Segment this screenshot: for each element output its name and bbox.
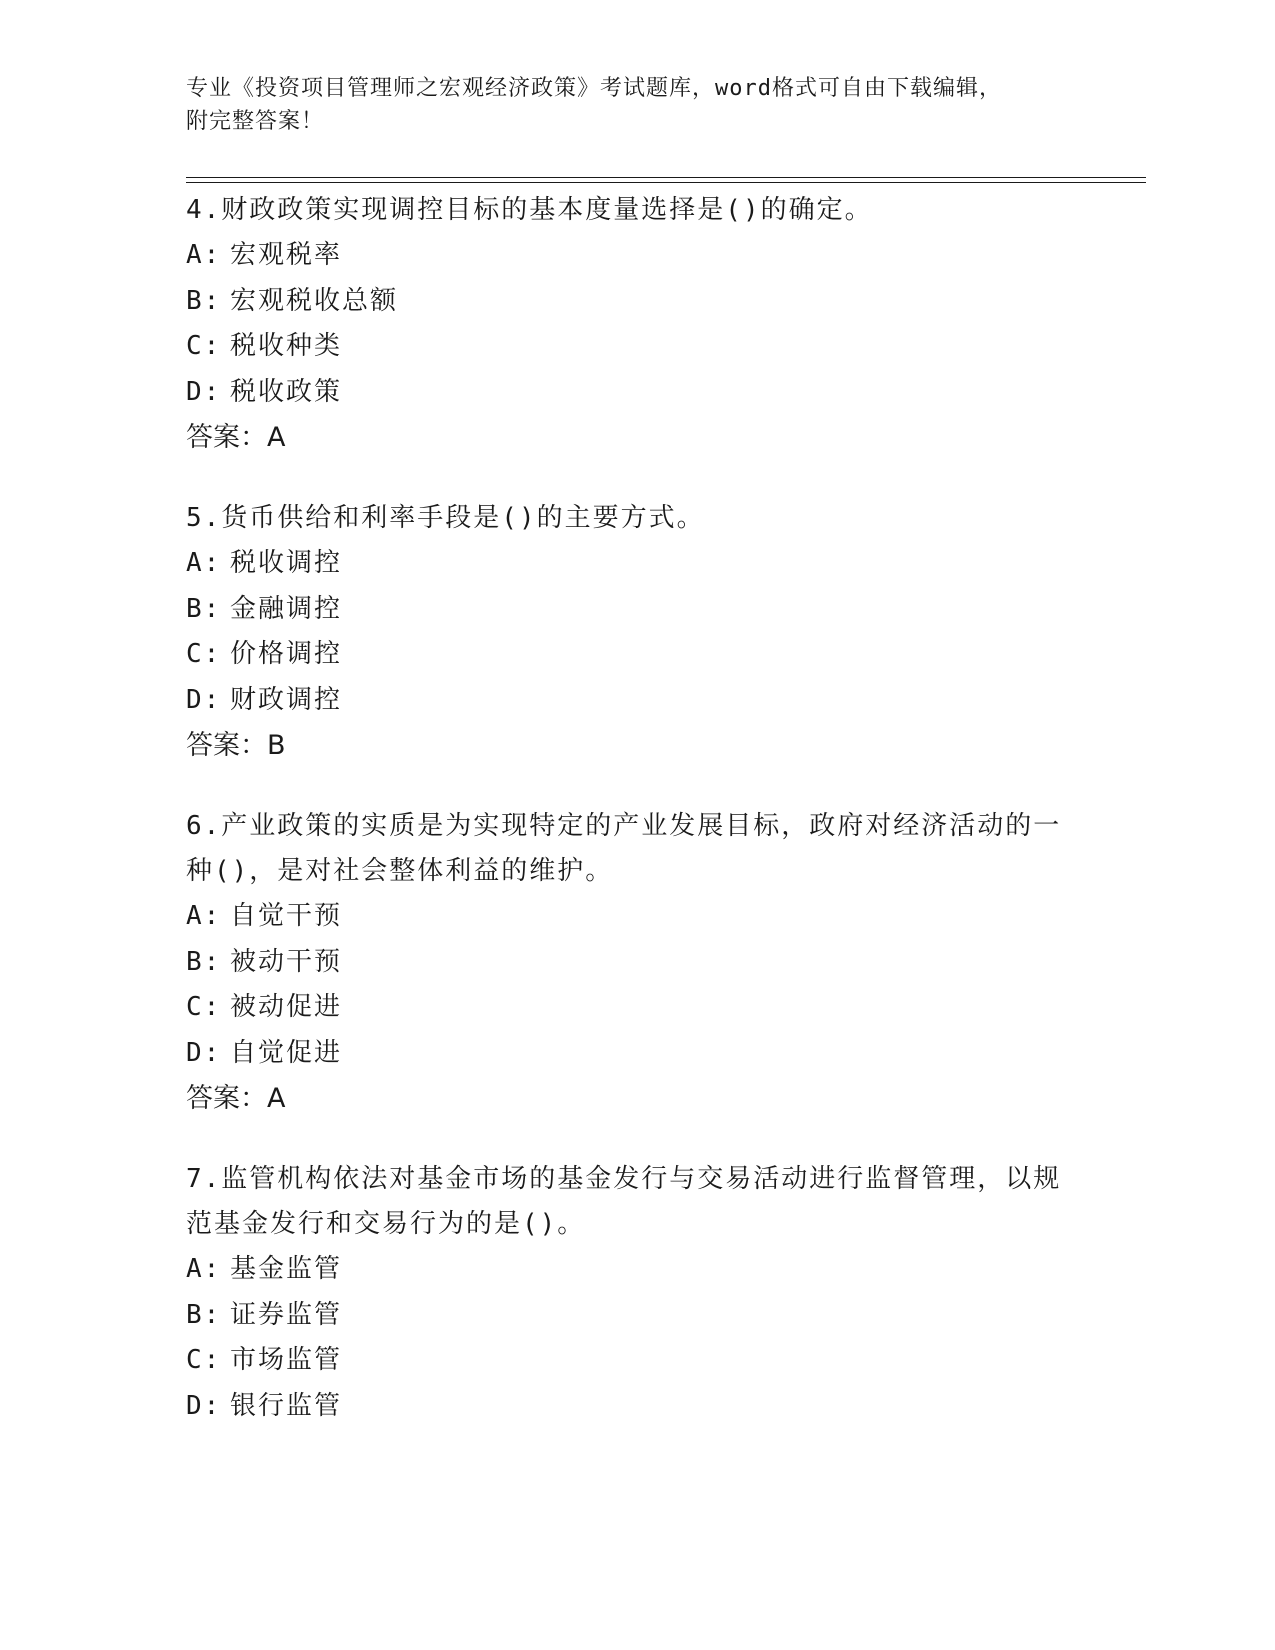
option-key: B: — [186, 1299, 222, 1330]
option-d — [186, 678, 1066, 724]
option-key: A: — [186, 901, 222, 931]
option-key: C: — [186, 992, 222, 1022]
option-key: C: — [186, 639, 222, 669]
document-header — [186, 72, 1066, 138]
option-text: 宏观税率 — [230, 240, 343, 270]
option-b — [186, 1293, 1066, 1339]
option-b — [186, 940, 1066, 986]
option-text: 被动干预 — [230, 946, 343, 977]
header-line-1: 专业《投资项目管理师之宏观经济政策》考试题库，word格式可自由下载编辑， — [186, 76, 1002, 101]
option-text: 市场监管 — [230, 1345, 343, 1375]
option-a — [186, 894, 1066, 940]
header-divider-bottom — [186, 182, 1146, 183]
option-d — [186, 1384, 1066, 1430]
option-text: 财政调控 — [230, 684, 343, 715]
question-stem: 6.产业政策的实质是为实现特定的产业发展目标，政府对经济活动的一种()，是对社会整体利益的维护。 — [186, 811, 1062, 886]
option-text: 宏观税收总额 — [230, 285, 399, 316]
option-text: 税收调控 — [230, 548, 343, 578]
option-text: 税收种类 — [230, 331, 343, 361]
option-text: 税收政策 — [230, 376, 343, 407]
option-key: A: — [186, 1254, 222, 1284]
option-c — [186, 324, 1066, 370]
option-key: D: — [186, 1390, 222, 1421]
option-b — [186, 279, 1066, 325]
option-d — [186, 1031, 1066, 1077]
option-key: D: — [186, 376, 222, 407]
option-key: D: — [186, 684, 222, 715]
question-stem: 5.货币供给和利率手段是()的主要方式。 — [186, 503, 705, 533]
question-stem: 4.财政政策实现调控目标的基本度量选择是()的确定。 — [186, 195, 873, 225]
option-a — [186, 1247, 1066, 1293]
option-a — [186, 541, 1066, 587]
option-text: 被动促进 — [230, 992, 343, 1022]
option-key: B: — [186, 593, 222, 624]
header-line-2: 附完整答案！ — [186, 109, 325, 134]
answer-line: 答案：B — [186, 730, 286, 761]
question-6 — [186, 804, 1066, 1121]
answer-line: 答案：A — [186, 1083, 286, 1114]
option-text: 银行监管 — [230, 1390, 343, 1421]
question-4 — [186, 188, 1066, 460]
option-c — [186, 632, 1066, 678]
option-text: 价格调控 — [230, 639, 343, 669]
option-text: 证券监管 — [230, 1299, 343, 1330]
question-list — [186, 188, 1066, 1465]
option-text: 基金监管 — [230, 1254, 343, 1284]
option-c — [186, 985, 1066, 1031]
option-b — [186, 587, 1066, 633]
option-key: B: — [186, 946, 222, 977]
option-d — [186, 370, 1066, 416]
option-key: B: — [186, 285, 222, 316]
option-key: D: — [186, 1037, 222, 1068]
option-key: A: — [186, 240, 222, 270]
option-key: C: — [186, 1345, 222, 1375]
option-c — [186, 1338, 1066, 1384]
question-5 — [186, 496, 1066, 768]
header-divider-top — [186, 177, 1146, 178]
option-key: A: — [186, 548, 222, 578]
option-key: C: — [186, 331, 222, 361]
option-text: 金融调控 — [230, 593, 343, 624]
option-text: 自觉促进 — [230, 1037, 343, 1068]
question-7 — [186, 1157, 1066, 1429]
answer-line: 答案：A — [186, 422, 286, 453]
question-stem: 7.监管机构依法对基金市场的基金发行与交易活动进行监督管理，以规范基金发行和交易行为的是()。 — [186, 1164, 1062, 1239]
option-a — [186, 233, 1066, 279]
option-text: 自觉干预 — [230, 901, 343, 931]
